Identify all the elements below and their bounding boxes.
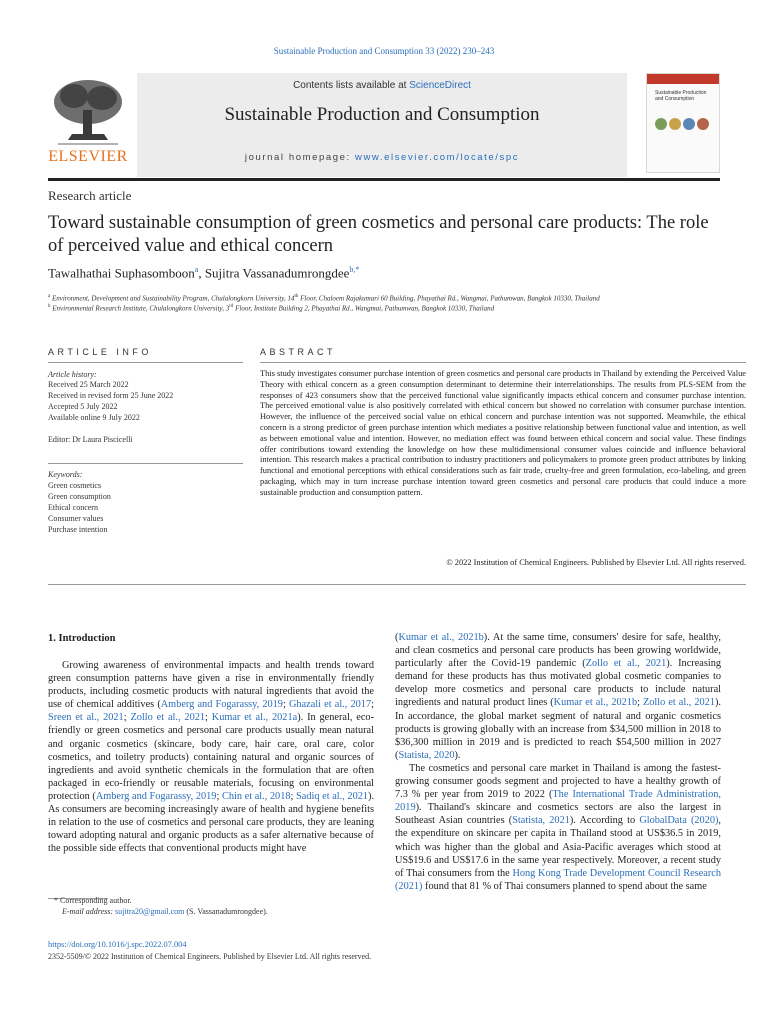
affiliation-text: Environment, Development and Sustainability Program, Chulalongkorn University, 14 — [51, 294, 295, 303]
elsevier-logo-text: ELSEVIER — [48, 148, 128, 165]
citation-link[interactable]: Statista, 2021 — [512, 815, 570, 827]
abstract-text: This study investigates consumer purchase intention of green cosmetics and personal care products in Thailand by extending the Perceived Value Theory with ethical concern as a green consumption determinant to determine their interrelationships. The results from PLS-SEM from the responses of 423 consumers show that the perceived functional value significantly impacts ethical concern and consumer purchase intention. The perceived emotional value is also positively correlated with ethical concern but showed no correlation with consumer purchase intention. However, the influence of the perceived social value on ethical concern and purchase intention was not supported. Meanwhile, the ethical concern is a strong predictor of green purchase intention which mediates a positive relationship between functional value and intention, as well as between emotional value and intention. However, no mediation effect was found between ethical concern and social value. These findings offer contributions toward extending the knowledge on how these multidimensional consumer values coincide and influence behavioral intention. This research makes a practical contribution to industry practitioners and policymakers to promote green product attributes by linking functional and emotional perceptions with ethical considerations such as fair trade, cruelty-free and green formulation, eco-labeling, and green packaging, which may in turn increase purchase intention toward green cosmetics and personal care products that could induce a more sustainable production and consumption pattern. — [260, 369, 746, 497]
author-name: Sujitra Vassanadumrongdee — [204, 265, 350, 281]
keywords-label: Keywords: — [48, 470, 83, 479]
keyword: Purchase intention — [48, 525, 108, 534]
intro-right-column — [395, 631, 721, 893]
citation-link[interactable]: Kumar et al., 2021a — [211, 712, 298, 724]
body-text: ). In general, eco-friendly or green cosmetics and personal care products usually mean natural and organic cosmetics (skincare, body care, hair care, oral care, color cosmetics, and toiletry products) containing natural and organic sources of ingredients and avoid synthetic chemicals in the formulation that are often packaged in eco-friendly or reusable materials, focusing on environmental protection ( — [48, 712, 375, 802]
body-text: ). At the same time, consumers' desire for safe, healthy, and clean cosmetics and personal care products has been growing worldwide, particularly after the Covid-19 pandemic ( — [395, 632, 721, 670]
affiliation-ordinal: th — [294, 294, 299, 299]
editor: Editor: Dr Laura Piscicelli — [48, 435, 133, 444]
history-label: Article history: — [48, 370, 97, 379]
body-text: ; — [290, 790, 297, 802]
keywords-rule — [48, 463, 243, 464]
doi-link[interactable]: https://doi.org/10.1016/j.spc.2022.07.004 — [48, 940, 187, 949]
citation-link[interactable]: Sreen et al., 2021 — [48, 712, 124, 724]
homepage-link[interactable]: www.elsevier.com/locate/spc — [355, 152, 520, 163]
citation-link[interactable]: Zollo et al., 2021 — [130, 712, 206, 724]
intro-left-column — [48, 659, 374, 855]
intro-paragraph — [395, 762, 721, 893]
cover-image-strip — [653, 114, 713, 134]
journal-homepage — [137, 152, 627, 163]
email-link[interactable]: sujitra20@gmail.com — [115, 907, 185, 916]
citation-link[interactable]: Amberg and Fogarassy, 2019 — [160, 699, 283, 711]
journal-cover-thumbnail[interactable] — [646, 73, 720, 173]
affiliation-text: Environmental Research Institute, Chulalongkorn University, 3 — [52, 304, 230, 313]
email-owner: (S. Vassanadumrongdee). — [184, 907, 268, 916]
citation-link[interactable]: Kumar et al., 2021b — [398, 632, 484, 643]
citation-link[interactable]: Zollo et al., 2021 — [585, 658, 667, 670]
affiliation-ordinal: rd — [229, 304, 234, 309]
homepage-prefix: journal homepage: — [244, 152, 356, 163]
affiliation-text: Floor, Chaloem Rajakumari 60 Building, Phayathai Rd., Wangmai, Pathumwan, Bangkok 10330, Thailand — [298, 294, 600, 303]
citation-link[interactable]: Amberg and Fogarassy, 2019 — [95, 790, 217, 802]
body-text: ). — [454, 749, 461, 761]
contents-prefix: Contents lists available at — [293, 80, 410, 91]
journal-reference[interactable]: Sustainable Production and Consumption 33 (2022) 230–243 — [273, 46, 495, 56]
affiliation-text: Floor, Institute Building 2, Phayathai Rd., Wangmai, Pathumwan, Bangkok 10330, Thailand — [233, 304, 495, 313]
journal-title: Sustainable Production and Consumption — [224, 104, 540, 125]
body-text: The cosmetics and personal care market in Thailand is among the fastest-growing consumer goods segment and projected to have a healthy growth of 7.3 % per year from 2019 to 2022 ( — [395, 762, 721, 801]
email-note — [62, 907, 268, 918]
header-divider — [48, 178, 720, 181]
intro-paragraph — [48, 659, 374, 855]
keyword: Green consumption — [48, 492, 111, 501]
body-text: ( — [395, 632, 399, 643]
citation-link[interactable]: Zollo et al., 2021 — [642, 697, 715, 709]
cover-red-band — [647, 74, 719, 84]
article-type: Research article — [48, 188, 132, 203]
accepted-date: Accepted 5 July 2022 — [48, 402, 118, 411]
email-label: E-mail address: — [62, 907, 116, 916]
citation-link[interactable]: Sadiq et al., 2021 — [296, 790, 369, 802]
keyword: Green cosmetics — [48, 481, 102, 490]
citation-link[interactable]: The International Trade Administration, 2019 — [395, 789, 721, 814]
citation-link[interactable]: Kumar et al., 2021b — [553, 697, 638, 709]
abstract-rule — [260, 362, 746, 363]
body-text: Growing awareness of environmental impacts and health trends toward green consumption patterns have given a rise in environmentally friendly products, including cosmetic products with natural ingredients that avoid the use of chemical additives ( — [48, 660, 374, 711]
online-date: Available online 9 July 2022 — [48, 413, 140, 422]
article-title: Toward sustainable consumption of green cosmetics and personal care products: The role of perceived value and ethical concern — [48, 213, 709, 256]
citation-link[interactable]: Statista, 2020 — [398, 749, 455, 761]
author-separator: , — [198, 265, 205, 281]
contents-line — [137, 80, 627, 91]
abstract-copyright: © 2022 Institution of Chemical Engineers. Published by Elsevier Ltd. All rights reserved. — [446, 558, 746, 567]
keyword: Ethical concern — [48, 503, 98, 512]
body-text: ). Thailand's skincare and cosmetics sectors are also the largest in Southeast Asian countries ( — [395, 802, 721, 827]
sciencedirect-link[interactable]: ScienceDirect — [409, 80, 471, 91]
body-text: ). Increasing demand for these products has thus motivated global cosmetic companies to develop more cosmetics and personal care products to include natural ingredients and natural product lines ( — [395, 658, 722, 709]
keyword: Consumer values — [48, 514, 104, 523]
citation-link[interactable]: Ghazali et al., 2017 — [288, 699, 372, 711]
body-text: , the expenditure on skincare per capita in Thailand stood at US$36.5 in 2019, which was higher than the global and Asia-Pacific averages which stood at US$19.6 and US$17.6 in the same year respectively. Moreover, a recent study of Thai consumers from the — [395, 815, 721, 879]
affiliation-b — [48, 302, 728, 313]
received-date: Received 25 March 2022 — [48, 380, 129, 389]
doi-link-wrap — [48, 940, 187, 949]
introduction-heading: 1. Introduction — [48, 633, 116, 644]
author-affiliation-mark[interactable]: a — [194, 265, 199, 274]
issn-line: 2352-5509/© 2022 Institution of Chemical Engineers. Published by Elsevier Ltd. All rights reserved. — [48, 952, 372, 961]
article-info-rule — [48, 362, 243, 363]
abstract-heading: ABSTRACT — [260, 347, 337, 357]
abstract-bottom-rule — [48, 584, 746, 585]
body-text: found that 81 % of Thai consumers planned to spend about the same — [422, 880, 707, 892]
citation-link[interactable]: Hong Kong Trade Development Council Research (2021) — [395, 867, 722, 892]
body-text: ; — [205, 712, 212, 724]
affiliation-mark: a — [48, 294, 51, 299]
body-text: ). According to — [569, 815, 640, 827]
body-text: ). In accordance, the global market segment of natural and organic cosmetics products is growing globally with an increase from $34,500 million in 2018 to $36,300 million in 2019 and is predicted to reach $54,500 million in 2027 ( — [395, 697, 721, 761]
body-text: ; — [216, 790, 222, 802]
citation-link[interactable]: Chin et al., 2018 — [221, 790, 291, 802]
affiliation-mark: b — [48, 304, 51, 309]
revised-date: Received in revised form 25 June 2022 — [48, 391, 174, 400]
author-name: Tawalhathai Suphasomboon — [48, 265, 195, 281]
body-text: ; — [282, 699, 289, 711]
corresponding-note: * Corresponding author. — [54, 896, 132, 905]
author-affiliation-mark[interactable]: b,* — [349, 265, 360, 274]
body-text: ). As consumers are becoming increasingly aware of health and hygiene benefits in relation to the use of cosmetics and personal care products, they are leaning toward adopting natural and organic products as a safer alternative because of the possible side effects that conventional products might have — [48, 790, 375, 855]
body-text: ; — [637, 697, 643, 709]
body-text: ; — [123, 712, 131, 724]
author-list — [48, 265, 359, 281]
intro-paragraph — [395, 631, 721, 762]
cover-title: Sustainable Production and Consumption — [655, 90, 707, 102]
article-info-heading: ARTICLE INFO — [48, 347, 152, 357]
citation-link[interactable]: GlobalData (2020) — [639, 815, 719, 827]
body-text: ; — [371, 699, 374, 711]
